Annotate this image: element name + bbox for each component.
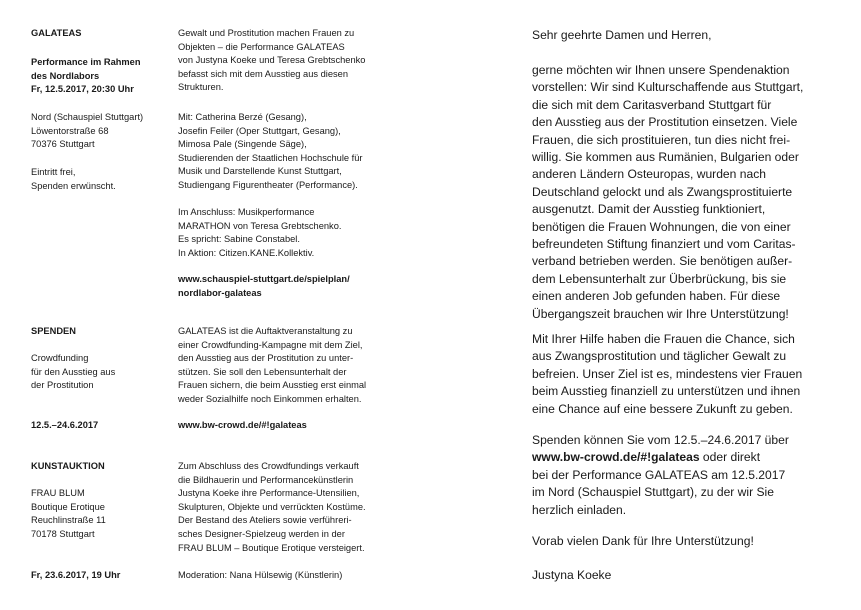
letter-signature: Justyna Koeke	[532, 568, 612, 582]
letter-salutation: Sehr geehrte Damen und Herren,	[532, 28, 712, 42]
galateas-heading: GALATEAS	[31, 28, 82, 38]
kunstauktion-moderation: Moderation: Nana Hülsewig (Künstlerin)	[178, 570, 343, 580]
kunstauktion-description: Zum Abschluss des Crowdfundings verkauft die Bildhauerin und Performancekünstlerin Justyna Koeke ihre Performance-Utensilien, Skulpturen, Objekte und verrückten Kostüme. Der Bestand des Ateliers sowie verführeri- sches Designer-Spielzeug werden in der FRAU BLUM – Boutique Erotique versteigert.	[178, 461, 366, 553]
kunstauktion-address: FRAU BLUM Boutique Erotique Reuchlinstraße 11 70178 Stuttgart	[31, 488, 106, 539]
kunstauktion-date: Fr, 23.6.2017, 19 Uhr	[31, 570, 121, 580]
spenden-date: 12.5.–24.6.2017	[31, 420, 99, 430]
galateas-link[interactable]: www.schauspiel-stuttgart.de/spielplan/ nordlabor-galateas	[178, 274, 350, 298]
galateas-afterprogram: Im Anschluss: Musikperformance MARATHON von Teresa Grebtschenko. Es spricht: Sabine Constabel. In Aktion: Citizen.KANE.Kollektiv.	[178, 207, 342, 258]
galateas-entry: Eintritt frei, Spenden erwünscht.	[31, 167, 116, 191]
letter-thanks: Vorab vielen Dank für Ihre Unterstützung!	[532, 534, 754, 548]
galateas-address: Nord (Schauspiel Stuttgart) Löwentorstraße 68 70376 Stuttgart	[31, 112, 144, 150]
galateas-subheading: Performance im Rahmen des Nordlabors Fr, 12.5.2017, 20:30 Uhr	[31, 57, 141, 95]
spenden-link[interactable]: www.bw-crowd.de/#!galateas	[178, 420, 307, 430]
spenden-subheading: Crowdfunding für den Ausstieg aus der Prostitution	[31, 353, 116, 391]
spenden-heading: SPENDEN	[31, 326, 76, 336]
letter-paragraph-1: gerne möchten wir Ihnen unsere Spendenaktion vorstellen: Wir sind Kulturschaffende aus Stuttgart, die sich mit dem Caritasverband Stuttgart für den Ausstieg aus der Prostitution einsetzen. Viele Frauen, die sich prostituieren, tun dies nicht frei- willig. Sie kommen aus Rumänien, Bulgarien oder anderen Ländern Osteuropas, wurden nach Deutschland gelockt und als Zwangsprostituierte ausgenutzt. Damit der Ausstieg funktioniert, benötigen die Frauen Wohnungen, die von einer befreundeten Stiftung finanziert und vom Caritas- verband betrieben werden. Sie benötigen außer- dem Lebensunterhalt zur Überbrückung, bis sie einen anderen Job gefunden haben. Für diese Übergangszeit brauchen wir Ihre Unterstützung!	[532, 63, 804, 321]
kunstauktion-heading: KUNSTAUKTION	[31, 461, 105, 471]
letter-donation-link[interactable]: www.bw-crowd.de/#!galateas	[532, 450, 700, 465]
galateas-cast: Mit: Catherina Berzé (Gesang), Josefin Feiler (Oper Stuttgart, Gesang), Mimosa Pale (Singende Säge), Studierenden der Staatlichen Hochschule für Musik und Darstellende Kunst Stuttgart, Studiengang Figurentheater (Performance).	[178, 112, 363, 190]
galateas-description: Gewalt und Prostitution machen Frauen zu Objekten – die Performance GALATEAS von Justyna Koeke und Teresa Grebtschenko befasst sich mit dem Ausstieg aus diesen Strukturen.	[178, 28, 366, 93]
letter-paragraph-3: Spenden können Sie vom 12.5.–24.6.2017 über www.bw-crowd.de/#!galateas oder direkt bei der Performance GALATEAS am 12.5.2017 im Nord (Schauspiel Stuttgart), zu der wir Sie herzlich einladen.	[532, 433, 789, 517]
spenden-description: GALATEAS ist die Auftaktveranstaltung zu einer Crowdfunding-Kampagne mit dem Ziel, den Ausstieg aus der Prostitution zu unter- stützen. Sie soll den Lebensunterhalt der Frauen sichern, die beim Ausstieg erst einmal weder Sozialhilfe noch Einkommen erhalten.	[178, 326, 367, 404]
letter-paragraph-2: Mit Ihrer Hilfe haben die Frauen die Chance, sich aus Zwangsprostitution und täglicher Gewalt zu befreien. Unser Ziel ist es, mindestens vier Frauen beim Ausstieg finanziell zu unterstützen und ihnen eine Chance auf eine bessere Zukunft zu geben.	[532, 332, 803, 416]
